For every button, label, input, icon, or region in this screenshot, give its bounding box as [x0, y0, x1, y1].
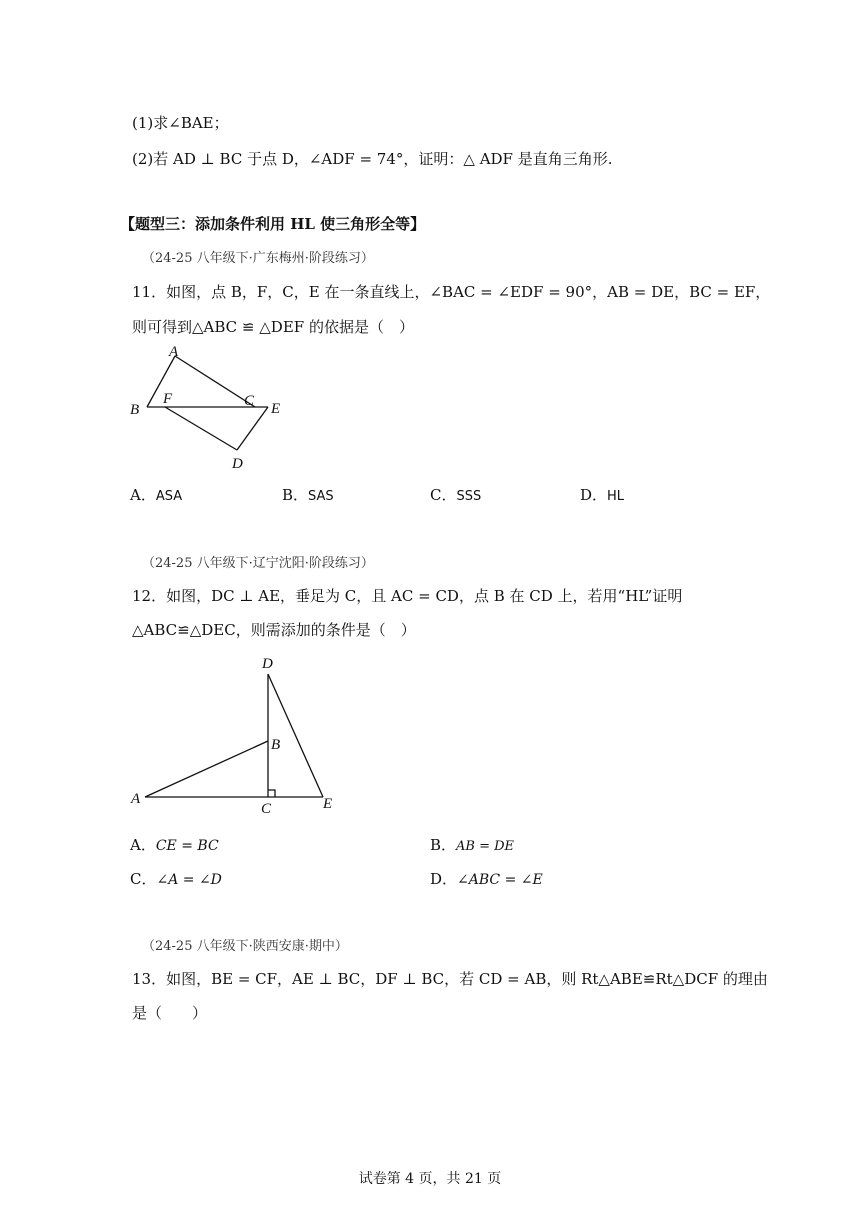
option-letter: A． — [130, 486, 156, 504]
option-text: ∠ABC = ∠E — [457, 872, 543, 888]
label-B: B — [271, 737, 281, 753]
q12-option-b[interactable] — [430, 834, 514, 855]
q11-option-a[interactable] — [130, 484, 182, 505]
section-heading: 【题型三：添加条件利用 HL 使三角形全等】 — [120, 215, 426, 233]
q12-figure — [125, 652, 355, 817]
option-text: ASA — [155, 489, 183, 504]
option-letter: D． — [580, 486, 608, 504]
segment-DE — [237, 407, 268, 450]
option-text: SSS — [456, 489, 482, 504]
option-text: CE = BC — [155, 838, 219, 854]
q13-source: （24-25 八年级下·陕西安康·期中） — [142, 939, 348, 954]
segment-AB — [145, 741, 268, 797]
option-letter: B． — [282, 486, 309, 504]
q11-stem-line1: 11．如图，点 B，F，C，E 在一条直线上，∠BAC = ∠EDF = 90°，AB = DE，BC = EF， — [132, 283, 771, 301]
right-angle-mark — [268, 790, 275, 797]
label-E: E — [323, 796, 333, 812]
option-text: SAS — [308, 489, 334, 504]
q13-stem-line2: 是（ ） — [132, 1004, 208, 1022]
label-F: F — [163, 391, 173, 407]
option-letter: C． — [130, 870, 157, 888]
option-letter: C． — [430, 486, 457, 504]
label-D: D — [232, 456, 243, 472]
q12-option-a[interactable] — [130, 834, 219, 855]
q11-figure — [125, 342, 295, 472]
label-D: D — [262, 656, 273, 672]
q11-option-b[interactable] — [282, 484, 334, 505]
label-A: A — [169, 344, 179, 360]
q10-part2: (2)若 AD ⊥ BC 于点 D，∠ADF = 74°，证明：△ ADF 是直角三角形. — [132, 150, 613, 168]
segment-AC — [175, 356, 255, 407]
label-C: C — [261, 801, 272, 817]
q11-option-d[interactable] — [580, 484, 624, 505]
segment-FD — [165, 407, 237, 450]
option-text: ∠A = ∠D — [156, 872, 222, 888]
q12-option-d[interactable] — [430, 868, 543, 889]
option-letter: D． — [430, 870, 458, 888]
page-footer: 试卷第 4 页，共 21 页 — [358, 1171, 502, 1187]
q13-stem-line1: 13．如图，BE = CF，AE ⊥ BC，DF ⊥ BC，若 CD = AB，则 Rt△ABE≌Rt△DCF 的理由 — [132, 970, 768, 988]
segment-DE — [268, 674, 323, 797]
label-E: E — [271, 401, 281, 417]
option-letter: B． — [430, 836, 457, 854]
label-A: A — [131, 791, 141, 807]
label-B: B — [130, 402, 140, 418]
option-text: HL — [607, 489, 625, 504]
q12-stem-line2: △ABC≌△DEC，则需添加的条件是（ ） — [132, 621, 416, 639]
q11-source: （24-25 八年级下·广东梅州·阶段练习） — [142, 251, 374, 266]
q12-option-c[interactable] — [130, 868, 222, 889]
q11-option-c[interactable] — [430, 484, 481, 505]
q12-stem-line1: 12．如图，DC ⊥ AE，垂足为 C，且 AC = CD，点 B 在 CD 上，若用“HL”证明 — [132, 587, 683, 605]
q12-source: （24-25 八年级下·辽宁沈阳·阶段练习） — [142, 556, 374, 571]
option-letter: A． — [130, 836, 156, 854]
q11-stem-line2: 则可得到△ABC ≌ △DEF 的依据是（ ） — [132, 318, 414, 336]
q10-part1: (1)求∠BAE； — [132, 114, 229, 132]
option-text: AB = DE — [456, 839, 515, 854]
label-C: C — [244, 393, 255, 409]
